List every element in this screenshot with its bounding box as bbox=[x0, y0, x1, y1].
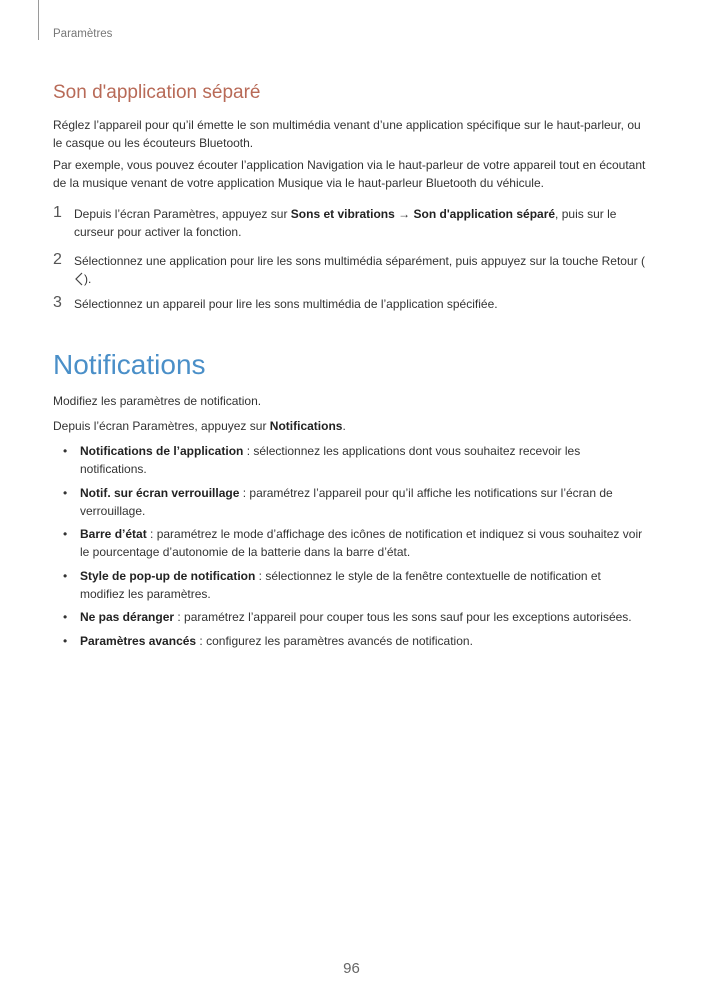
bullet-term: Style de pop-up de notification bbox=[80, 569, 256, 583]
bullet-icon: • bbox=[63, 610, 68, 624]
page-number: 96 bbox=[343, 960, 360, 977]
step-2 bbox=[53, 252, 653, 291]
section-title-son-application: Son d'application séparé bbox=[53, 82, 261, 103]
bullet-item bbox=[53, 567, 653, 603]
back-key-icon bbox=[74, 272, 84, 291]
bullet-desc: : paramétrez l’appareil pour qu’il affiche les notifications sur l’écran de verrouillage. bbox=[80, 486, 613, 518]
bullet-icon: • bbox=[63, 486, 68, 500]
bullet-item bbox=[53, 608, 653, 626]
bullet-item bbox=[53, 484, 653, 520]
bullet-desc: : configurez les paramètres avancés de notification. bbox=[196, 634, 473, 648]
step-3 bbox=[53, 295, 653, 313]
intro-paragraph: Réglez l’appareil pour qu’il émette le son multimédia venant d’une application spécifique sur le haut-parleur, ou le casque ou les écouteurs Bluetooth. bbox=[53, 118, 641, 150]
step-text: Sélectionnez une application pour lire les sons multimédia séparément, puis appuyez sur la touche Retour (). bbox=[74, 252, 646, 291]
bullet-term: Ne pas déranger bbox=[80, 610, 175, 624]
example-paragraph: Par exemple, vous pouvez écouter l’application Navigation via le haut-parleur de votre appareil tout en écoutant de la musique venant de votre application Musique via le haut-parleur Bluetooth du véhicule. bbox=[53, 158, 646, 190]
step-number: 3 bbox=[53, 294, 62, 311]
menu-notifications: Notifications bbox=[269, 419, 343, 433]
step-text: Depuis l’écran Paramètres, appuyez sur Sons et vibrations → Son d'application séparé, puis sur le curseur pour activer la fonction. bbox=[74, 207, 617, 239]
bullet-desc: : paramétrez le mode d’affichage des icônes de notification et indiquez si vous souhaitez voir le pourcentage d’autonomie de la batterie dans la barre d’état. bbox=[80, 527, 643, 559]
bullet-term: Notif. sur écran verrouillage bbox=[80, 486, 240, 500]
bullet-term: Notifications de l’application bbox=[80, 444, 244, 458]
step-1 bbox=[53, 205, 653, 241]
bullet-item bbox=[53, 442, 653, 478]
step-number: 1 bbox=[53, 204, 62, 221]
step-number: 2 bbox=[53, 251, 62, 268]
menu-sons-et-vibrations: Sons et vibrations bbox=[290, 207, 395, 221]
bullet-item bbox=[53, 632, 653, 650]
notifications-intro: Modifiez les paramètres de notification. bbox=[53, 394, 262, 408]
bullet-icon: • bbox=[63, 527, 68, 541]
step-text: Sélectionnez un appareil pour lire les sons multimédia de l’application spécifiée. bbox=[74, 297, 498, 311]
bullet-icon: • bbox=[63, 634, 68, 648]
section-title-notifications: Notifications bbox=[53, 349, 206, 380]
bullet-term: Paramètres avancés bbox=[80, 634, 197, 648]
bullet-desc: : sélectionnez le style de la fenêtre contextuelle de notification et modifiez les paramètres. bbox=[80, 569, 601, 601]
bullet-icon: • bbox=[63, 569, 68, 583]
menu-son-application-separe: Son d'application séparé bbox=[413, 207, 556, 221]
running-header: Paramètres bbox=[53, 28, 113, 40]
header-rule bbox=[38, 0, 39, 40]
bullet-item bbox=[53, 525, 653, 561]
bullet-term: Barre d’état bbox=[80, 527, 147, 541]
bullet-desc: : paramétrez l’appareil pour couper tous les sons sauf pour les exceptions autorisées. bbox=[174, 610, 632, 624]
notifications-instruction: Depuis l’écran Paramètres, appuyez sur Notifications. bbox=[53, 419, 346, 433]
bullet-desc: : sélectionnez les applications dont vous souhaitez recevoir les notifications. bbox=[80, 444, 581, 476]
bullet-icon: • bbox=[63, 444, 68, 458]
